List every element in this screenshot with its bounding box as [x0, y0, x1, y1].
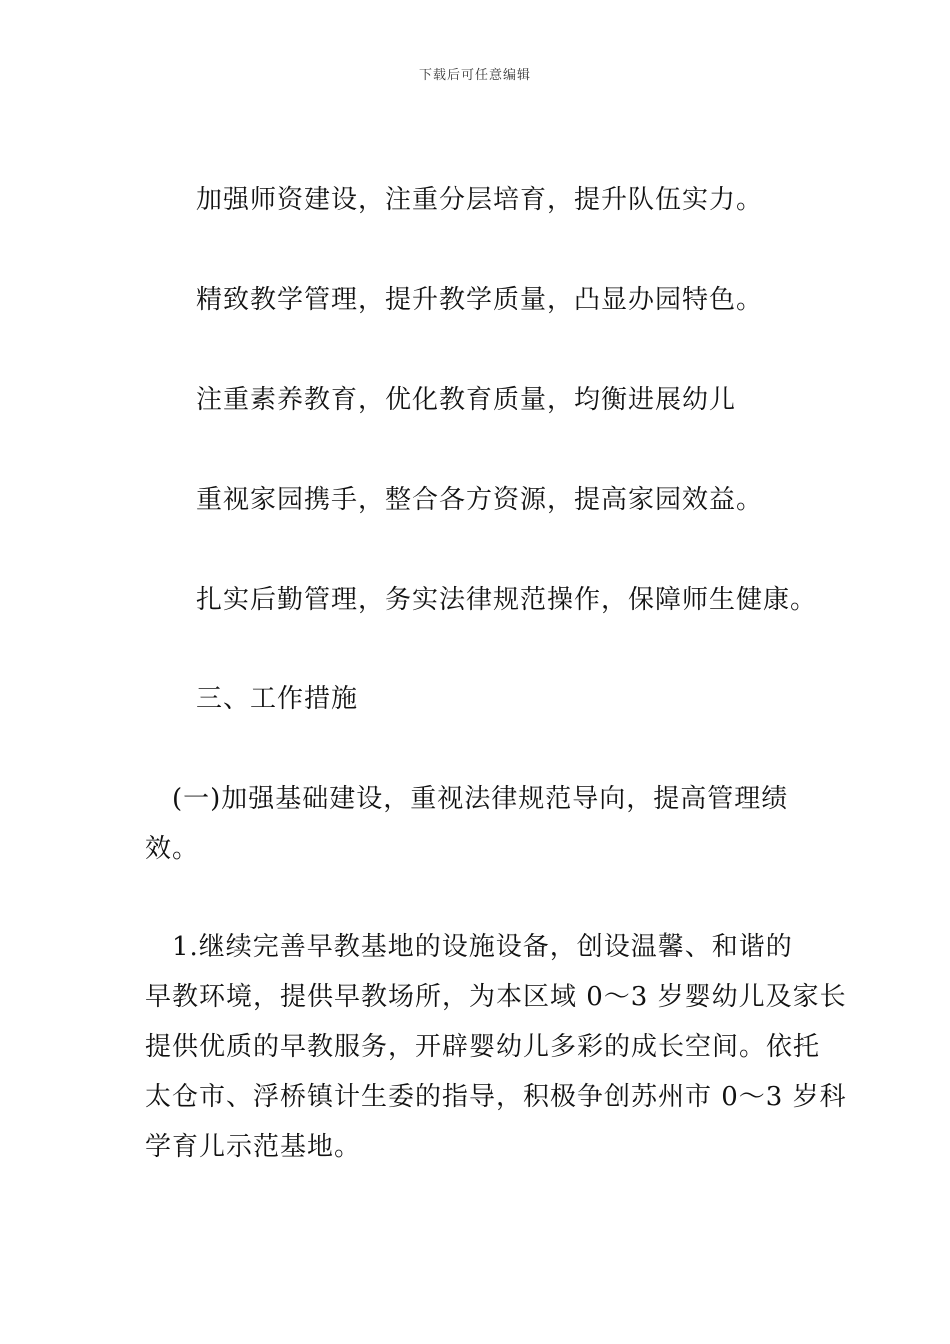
goal-line-1: 加强师资建设，注重分层培育，提升队伍实力。	[196, 185, 764, 215]
section-heading: 三、工作措施	[196, 684, 359, 714]
item1-line-3: 提供优质的早教服务，开辟婴幼儿多彩的成长空间。依托	[145, 1032, 821, 1062]
item1-line-4: 太仓市、浮桥镇计生委的指导，积极争创苏州市 0～3 岁科	[145, 1082, 847, 1112]
goal-line-2: 精致教学管理，提升教学质量，凸显办园特色。	[196, 285, 764, 315]
goal-line-4: 重视家园携手，整合各方资源，提高家园效益。	[196, 485, 764, 515]
goal-line-5: 扎实后勤管理，务实法律规范操作，保障师生健康。	[196, 585, 818, 615]
subsection-heading-line-2: 效。	[145, 834, 200, 864]
header-note: 下载后可任意编辑	[418, 68, 531, 83]
item1-line-1: 1.继续完善早教基地的设施设备，创设温馨、和谐的	[172, 932, 793, 962]
item1-line-5: 学育儿示范基地。	[145, 1132, 362, 1162]
subsection-heading-line-1: (一)加强基础建设，重视法律规范导向，提高管理绩	[172, 784, 789, 814]
item1-line-2: 早教环境，提供早教场所，为本区域 0～3 岁婴幼儿及家长	[145, 982, 847, 1012]
goal-line-3: 注重素养教育，优化教育质量，均衡进展幼儿	[196, 385, 737, 415]
